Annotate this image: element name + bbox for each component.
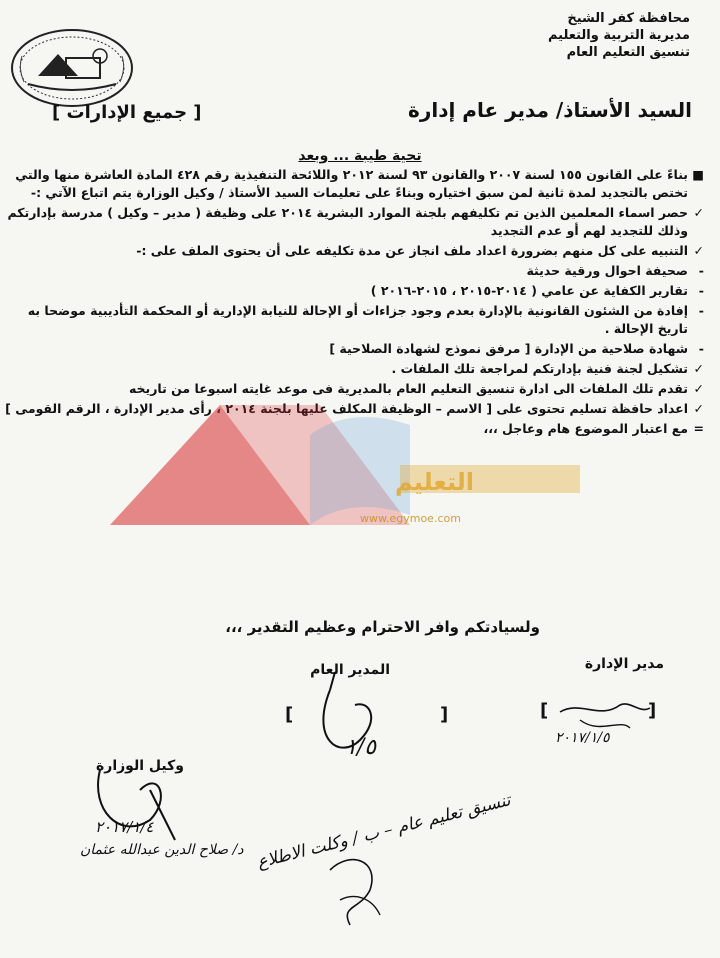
check-icon: ✓ <box>693 243 704 258</box>
department-label: تنسيق التعليم العام <box>566 45 690 60</box>
watermark-brand: التعليم <box>395 468 474 496</box>
list-item: ✓ اعداد حافظة تسليم تحتوى على [ الاسم – الوظيفة المكلف عليها بلجنة ٢٠١٤ ، رأى مدير الإدارة ، الرقم القومى ] <box>5 401 704 416</box>
closing-line: ولسيادتكم وافر الاحترام وعظيم التقدير ،،، <box>225 618 540 636</box>
list-item: - إفادة من الشئون القانونية بالإدارة بعدم وجود جزاءات أو الإحالة للنيابة الإدارية أو المحكمة التأديبية موضحا به تاريخ الإحالة . <box>27 303 704 336</box>
check-icon: ✓ <box>693 401 704 416</box>
list-item: ✓ حصر اسماء المعلمين الذين تم تكليفهم بلجنة الموارد البشرية ٢٠١٤ على وظيفة ( مدير – وكيل ) مدرسة بإدارتكم وذلك للتجديد لهم أو عدم التجديد <box>7 205 704 238</box>
addressee-target: [ جميع الإدارات ] <box>52 102 202 123</box>
dm-bracket-left: [ <box>540 700 549 721</box>
check-icon: ✓ <box>693 381 704 396</box>
directorate-label: مديرية التربية والتعليم <box>547 28 690 43</box>
undersecretary-name: د/ صلاح الدين عبدالله عثمان <box>80 842 244 858</box>
list-item: - تقارير الكفاية عن عامي ( ٢٠١٤-٢٠١٥ ، ٢٠١٥-٢٠١٦ ) <box>370 283 704 298</box>
list-item: ✓ تقدم تلك الملفات الى ادارة تنسيق التعليم العام بالمديرية فى موعد غايته اسبوعا من تاريخه <box>128 381 704 396</box>
equals-icon: = <box>693 421 704 436</box>
gm-bracket-right: ] <box>440 704 449 725</box>
list-item: - شهادة صلاحية من الإدارة [ مرفق نموذج لشهادة الصلاحية ] <box>329 341 704 356</box>
check-icon: ✓ <box>693 205 704 220</box>
addressee-title: السيد الأستاذ/ مدير عام إدارة <box>408 98 692 122</box>
list-item: - صحيفة احوال ورقية حديثة <box>526 263 704 278</box>
watermark-site: www.egymoe.com <box>360 512 461 525</box>
gm-number-handwritten: ١/٥ <box>345 735 377 760</box>
dash-icon: - <box>698 263 704 278</box>
dm-bracket-right: ] <box>648 700 657 721</box>
dash-icon: - <box>698 341 704 356</box>
dash-icon: - <box>698 283 704 298</box>
greeting: تحية طيبة ... وبعد <box>298 148 422 164</box>
undersecretary-title: وكيل الوزارة <box>96 758 184 774</box>
us-date-handwritten: ٢٠١٧/١/٤ <box>95 818 154 836</box>
dm-date-handwritten: ٢٠١٧/١/٥ <box>555 730 610 746</box>
intro-paragraph: ■ بناءً على القانون ١٥٥ لسنة ٢٠٠٧ والقانون ٩٣ لسنة ٢٠١٢ واللائحة التنفيذية رقم ٤٢٨ المادة العاشرة منها والتي تختص بالتجديد لمدة ثانية لمن سبق اختياره وبناءً على تعليمات السيد الأستاذ / وكيل الوزارة يتم اتباع الآتي :- <box>15 167 704 200</box>
list-item: ✓ تشكيل لجنة فنية بإدارتكم لمراجعة تلك الملفات . <box>391 361 704 376</box>
governorate-label: محافظة كفر الشيخ <box>567 11 690 26</box>
gm-bracket-left: [ <box>285 704 294 725</box>
list-item: = مع اعتبار الموضوع هام وعاجل ،،، <box>483 421 704 436</box>
bullet-icon: ■ <box>692 167 704 182</box>
general-manager-title: المدير العام <box>310 662 390 678</box>
list-item: ✓ التنبيه على كل منهم بضرورة اعداد ملف انجاز عن مدة تكليفه على أن يحتوى الملف على :- <box>136 243 704 258</box>
check-icon: ✓ <box>693 361 704 376</box>
dept-manager-title: مدير الإدارة <box>584 656 664 672</box>
dash-icon: - <box>698 303 704 318</box>
handwritten-note: تنسيق تعليم عام – ب / وكلت الاطلاع <box>255 790 513 873</box>
